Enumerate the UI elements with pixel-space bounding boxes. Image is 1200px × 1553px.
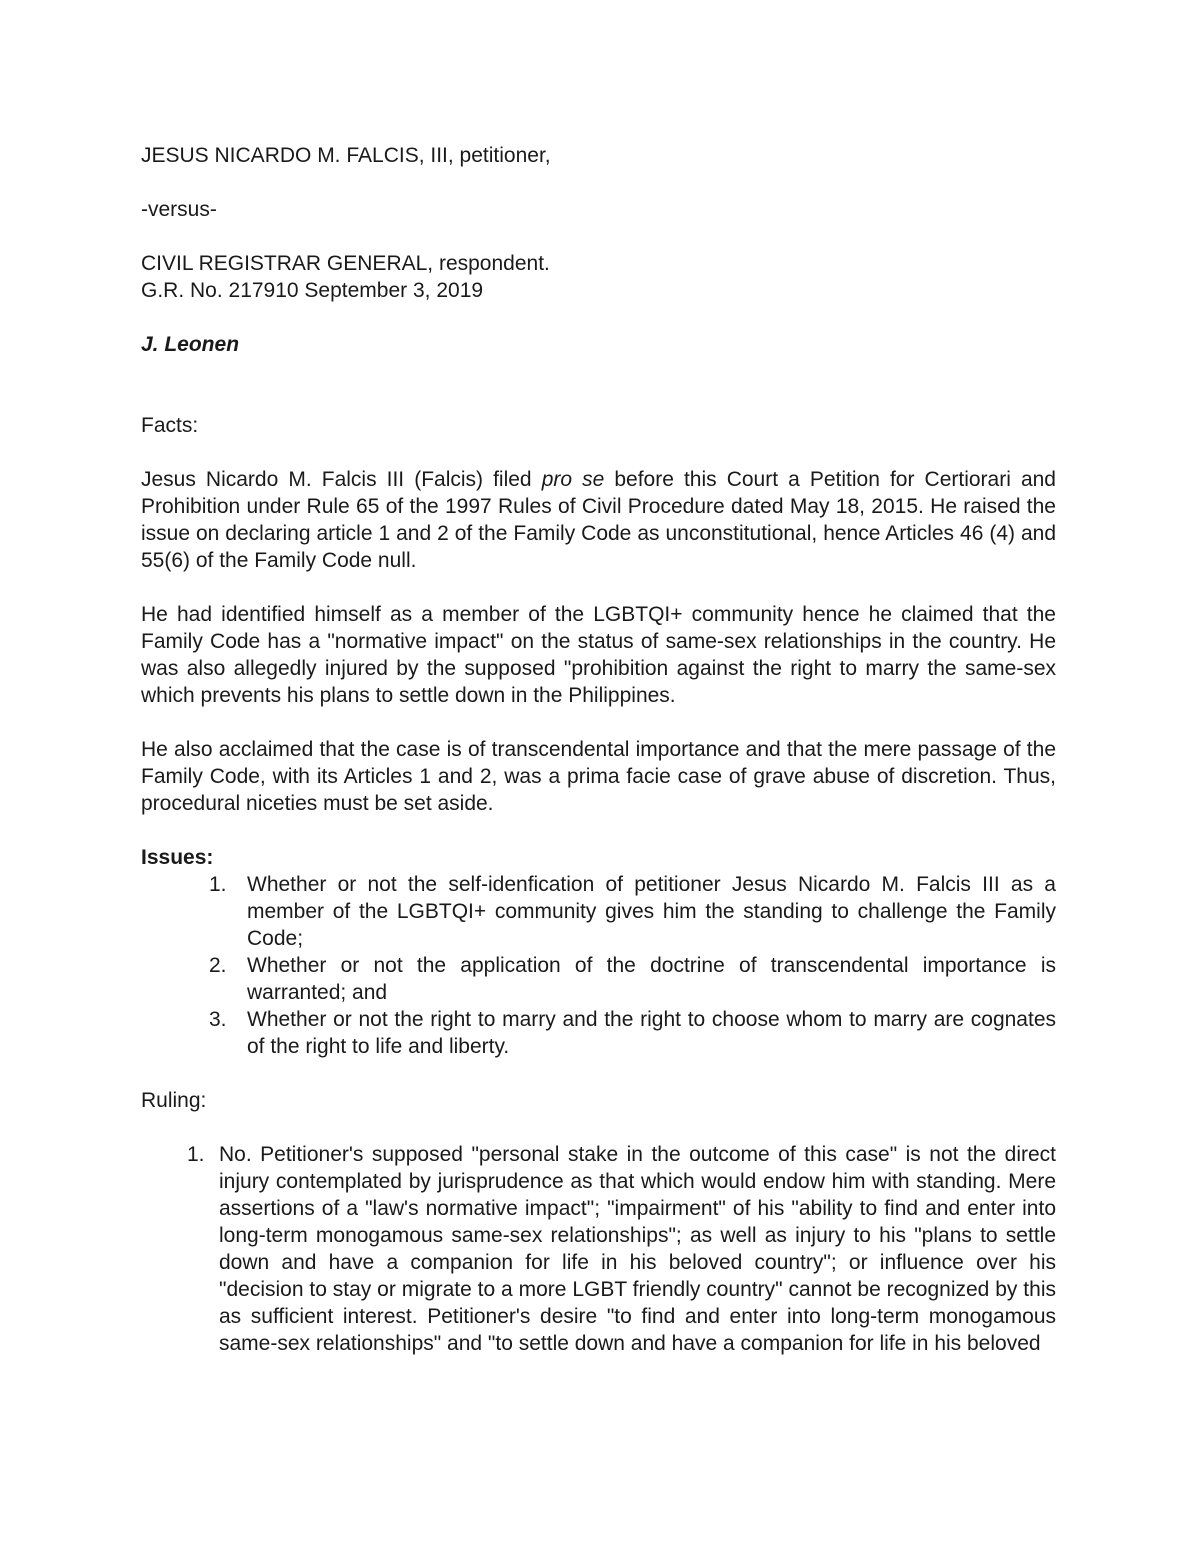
facts-paragraph-1-end: before this Court a Petition for Certiorari and Prohibition under Rule 65 of the 1997 Rules of Civil Procedure dated May 18, 2015. He raised the issue on declaring article 1 and 2 of the Family Code as unconstitutional, hence Articles 46 (4) and 55(6) of the Family Code null. [141,468,1056,572]
issues-list [141,871,1056,1060]
ruling-text: No. Petitioner's supposed "personal stake in the outcome of this case" is not the direct injury contemplated by jurisprudence as that which would endow him with standing. Mere assertions of a "law's normative impact"; "impairment" of his "ability to find and enter into long-term monogamous same-sex relationships"; as well as injury to his "plans to settle down and have a companion for life in his beloved country"; or influence over his "decision to stay or migrate to a more LGBT friendly country" cannot be recognized by this as sufficient interest. Petitioner's desire "to find and enter into long-term monogamous same-sex relationships" and "to settle down and have a companion for life in his beloved [219,1143,1056,1355]
versus-line: -versus- [141,198,217,221]
ruling-heading: Ruling: [141,1089,207,1112]
issue-text: Whether or not the right to marry and the right to choose whom to marry are cognates of the right to life and liberty. [247,1008,1056,1058]
facts-paragraph-2: He had identified himself as a member of the LGBTQI+ community hence he claimed that the Family Code has a "normative impact" on the status of same-sex relationships in the country. He was also allegedly injured by the supposed "prohibition against the right to marry the same-sex which prevents his plans to settle down in the Philippines. [141,603,1056,707]
issue-text: Whether or not the application of the doctrine of transcendental importance is warranted; and [247,954,1056,1004]
facts-paragraph-1 [141,466,1056,574]
ruling-item [141,1141,1056,1357]
facts-paragraph-3: He also acclaimed that the case is of transcendental importance and that the mere passage of the Family Code, with its Articles 1 and 2, was a prima facie case of grave abuse of discretion. Thus, procedural niceties must be set aside. [141,738,1056,815]
ruling-number: 1. [187,1143,205,1166]
case-number-line: G.R. No. 217910 September 3, 2019 [141,279,484,302]
issue-number: 2. [209,954,227,977]
pro-se-italic: pro se [541,468,605,491]
issue-item [141,871,1056,952]
ponente-heading: J. Leonen [141,333,240,356]
petitioner-line: JESUS NICARDO M. FALCIS, III, petitioner, [141,144,551,167]
ruling-list [141,1141,1056,1357]
issue-number: 3. [209,1008,227,1031]
respondent-line: CIVIL REGISTRAR GENERAL, respondent. [141,252,550,275]
facts-heading: Facts: [141,414,199,437]
issue-item [141,1006,1056,1060]
facts-paragraph-1-start: Jesus Nicardo M. Falcis III (Falcis) filed [141,468,542,491]
document-body [141,142,1056,1357]
issue-number: 1. [209,873,227,896]
issue-text: Whether or not the self-idenfication of petitioner Jesus Nicardo M. Falcis III as a member of the LGBTQI+ community gives him the standing to challenge the Family Code; [247,873,1056,950]
issue-item [141,952,1056,1006]
issues-heading: Issues: [141,846,214,869]
